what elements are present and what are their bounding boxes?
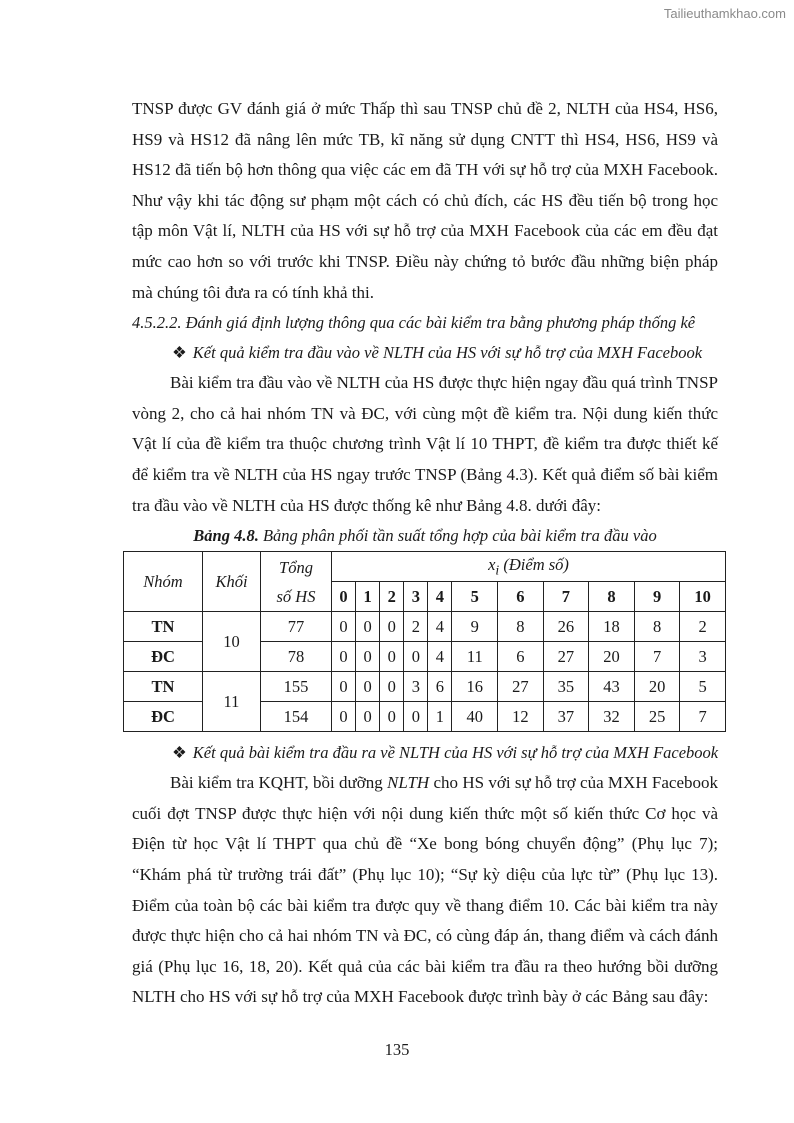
score-header: 0 [332,582,356,612]
header-scores-label: (Điểm số) [499,554,569,574]
score-cell: 0 [380,672,404,702]
row-grade: 11 [203,672,261,732]
header-grade: Khối [203,552,261,612]
header-scores-sub: i [495,562,500,578]
score-cell: 0 [356,672,380,702]
table-caption [132,521,718,551]
intro-paragraph: TNSP được GV đánh giá ở mức Thấp thì sau TNSP chủ đề 2, NLTH của HS4, HS6, HS9 và HS12 đã nâng lên mức TB, kĩ năng sử dụng CNTT thì HS4, HS6, HS9 và HS12 đã tiến bộ hơn thông qua việc các em đã TH với sự hỗ trợ của MXH Facebook. Như vậy khi tác động sư phạm một cách có chủ đích, các HS đều tiến bộ trong học tập môn Vật lí, NLTH của HS với sự hỗ trợ của MXH Facebook của các em đều đạt mức cao hơn so với trước khi TNSP. Điều này chứng tỏ bước đầu những biện pháp mà chúng tôi đưa ra có tính khả thi. [132,99,718,302]
score-cell: 32 [589,702,635,732]
bullet-text: Kết quả bài kiểm tra đầu ra về NLTH của HS với sự hỗ trợ của MXH Facebook [192,743,719,763]
row-total: 78 [261,642,332,672]
score-cell: 3 [404,672,428,702]
table-row [124,672,726,702]
header-total-line1: Tổng [279,557,313,577]
score-cell: 9 [452,612,498,642]
score-header: 5 [452,582,498,612]
score-cell: 35 [543,672,589,702]
score-cell: 0 [404,702,428,732]
score-cell: 43 [589,672,635,702]
score-cell: 3 [680,642,726,672]
section-heading: 4.5.2.2. Đánh giá định lượng thông qua các bài kiểm tra bằng phương pháp thống kê [132,313,696,333]
score-cell: 1 [428,702,452,732]
score-header: 9 [634,582,680,612]
row-total: 77 [261,612,332,642]
header-total [261,552,332,612]
score-header: 10 [680,582,726,612]
score-cell: 2 [680,612,726,642]
score-cell: 7 [680,702,726,732]
score-cell: 37 [543,702,589,732]
score-cell: 27 [498,672,544,702]
score-cell: 25 [634,702,680,732]
score-header: 4 [428,582,452,612]
caption-text: Bảng phân phối tần suất tổng hợp của bài kiểm tra đầu vào [262,526,657,546]
bullet-output-results [132,738,718,768]
para3-italic: NLTH [387,773,430,793]
score-cell: 18 [589,612,635,642]
watermark: Tailieuthamkhao.com [663,6,786,21]
row-total: 154 [261,702,332,732]
score-cell: 4 [428,612,452,642]
score-header: 1 [356,582,380,612]
score-cell: 26 [543,612,589,642]
score-cell: 0 [356,702,380,732]
para3-rest: cho HS với sự hỗ trợ của MXH Facebook cuối đợt TNSP được thực hiện với nội dung kiến thức một số kiến thức Cơ học và Điện từ học Vật lí THPT qua chủ đề “Xe bong bóng chuyển động” (Phụ lục 7); “Khám phá từ trường trái đất” (Phụ lục 10); “Sự kỳ diệu của lực từ” (Phụ lục 13). Điểm của toàn bộ các bài kiểm tra được quy về thang điểm 10. Các bài kiểm tra này được thực hiện cho cả hai nhóm TN và ĐC, có cùng đáp án, thang điểm và cách đánh giá (Phụ lục 16, 18, 20). Kết quả của các bài kiểm tra đầu ra theo hướng bồi dưỡng NLTH cho HS với sự hỗ trợ của MXH Facebook được trình bày ở các Bảng sau đây: [132,773,718,1007]
page-number: 135 [384,1040,410,1059]
score-cell: 0 [332,702,356,732]
table-header-row [124,552,726,582]
row-total: 155 [261,672,332,702]
table-row [124,612,726,642]
score-cell: 16 [452,672,498,702]
bullet-input-results [132,338,718,368]
score-header: 2 [380,582,404,612]
score-cell: 11 [452,642,498,672]
paragraph-output-test [132,768,718,1013]
score-cell: 8 [498,612,544,642]
score-cell: 0 [380,642,404,672]
row-group: ĐC [124,642,203,672]
score-cell: 0 [332,672,356,702]
score-cell: 8 [634,612,680,642]
diamond-bullet-icon: ❖ [172,743,187,763]
row-group: ĐC [124,702,203,732]
score-header: 8 [589,582,635,612]
row-grade: 10 [203,612,261,672]
bullet-text: Kết quả kiểm tra đầu vào về NLTH của HS với sự hỗ trợ của MXH Facebook [192,343,703,363]
score-cell: 0 [332,642,356,672]
header-total-line2: số HS [276,586,316,606]
diamond-bullet-icon: ❖ [172,343,187,363]
score-cell: 0 [380,612,404,642]
score-cell: 6 [428,672,452,702]
score-cell: 40 [452,702,498,732]
header-group: Nhóm [124,552,203,612]
row-group: TN [124,672,203,702]
score-cell: 7 [634,642,680,672]
page-body [132,94,718,1013]
score-cell: 0 [332,612,356,642]
score-cell: 20 [589,642,635,672]
header-scores [332,552,726,582]
para3-start: Bài kiểm tra KQHT, bồi dưỡng [170,773,387,793]
score-header: 6 [498,582,544,612]
caption-label: Bảng 4.8. [193,526,259,546]
score-cell: 20 [634,672,680,702]
score-cell: 27 [543,642,589,672]
paragraph-input-test: Bài kiểm tra đầu vào về NLTH của HS được thực hiện ngay đầu quá trình TNSP vòng 2, cho cả hai nhóm TN và ĐC, với cùng một đề kiểm tra. Nội dung kiến thức Vật lí của đề kiểm tra thuộc chương trình Vật lí 10 THPT, đề kiểm tra được thiết kế để kiểm tra về NLTH của HS ngay trước TNSP (Bảng 4.3). Kết quả điểm số bài kiểm tra đầu vào về NLTH của HS được thống kê như Bảng 4.8. dưới đây: [132,373,718,515]
score-cell: 4 [428,642,452,672]
score-cell: 2 [404,612,428,642]
header-scores-x: x [488,554,496,574]
score-header: 3 [404,582,428,612]
frequency-table [123,551,726,732]
row-group: TN [124,612,203,642]
score-cell: 0 [356,642,380,672]
score-header: 7 [543,582,589,612]
score-cell: 0 [356,612,380,642]
score-cell: 0 [380,702,404,732]
score-cell: 12 [498,702,544,732]
score-cell: 0 [404,642,428,672]
score-cell: 5 [680,672,726,702]
score-cell: 6 [498,642,544,672]
